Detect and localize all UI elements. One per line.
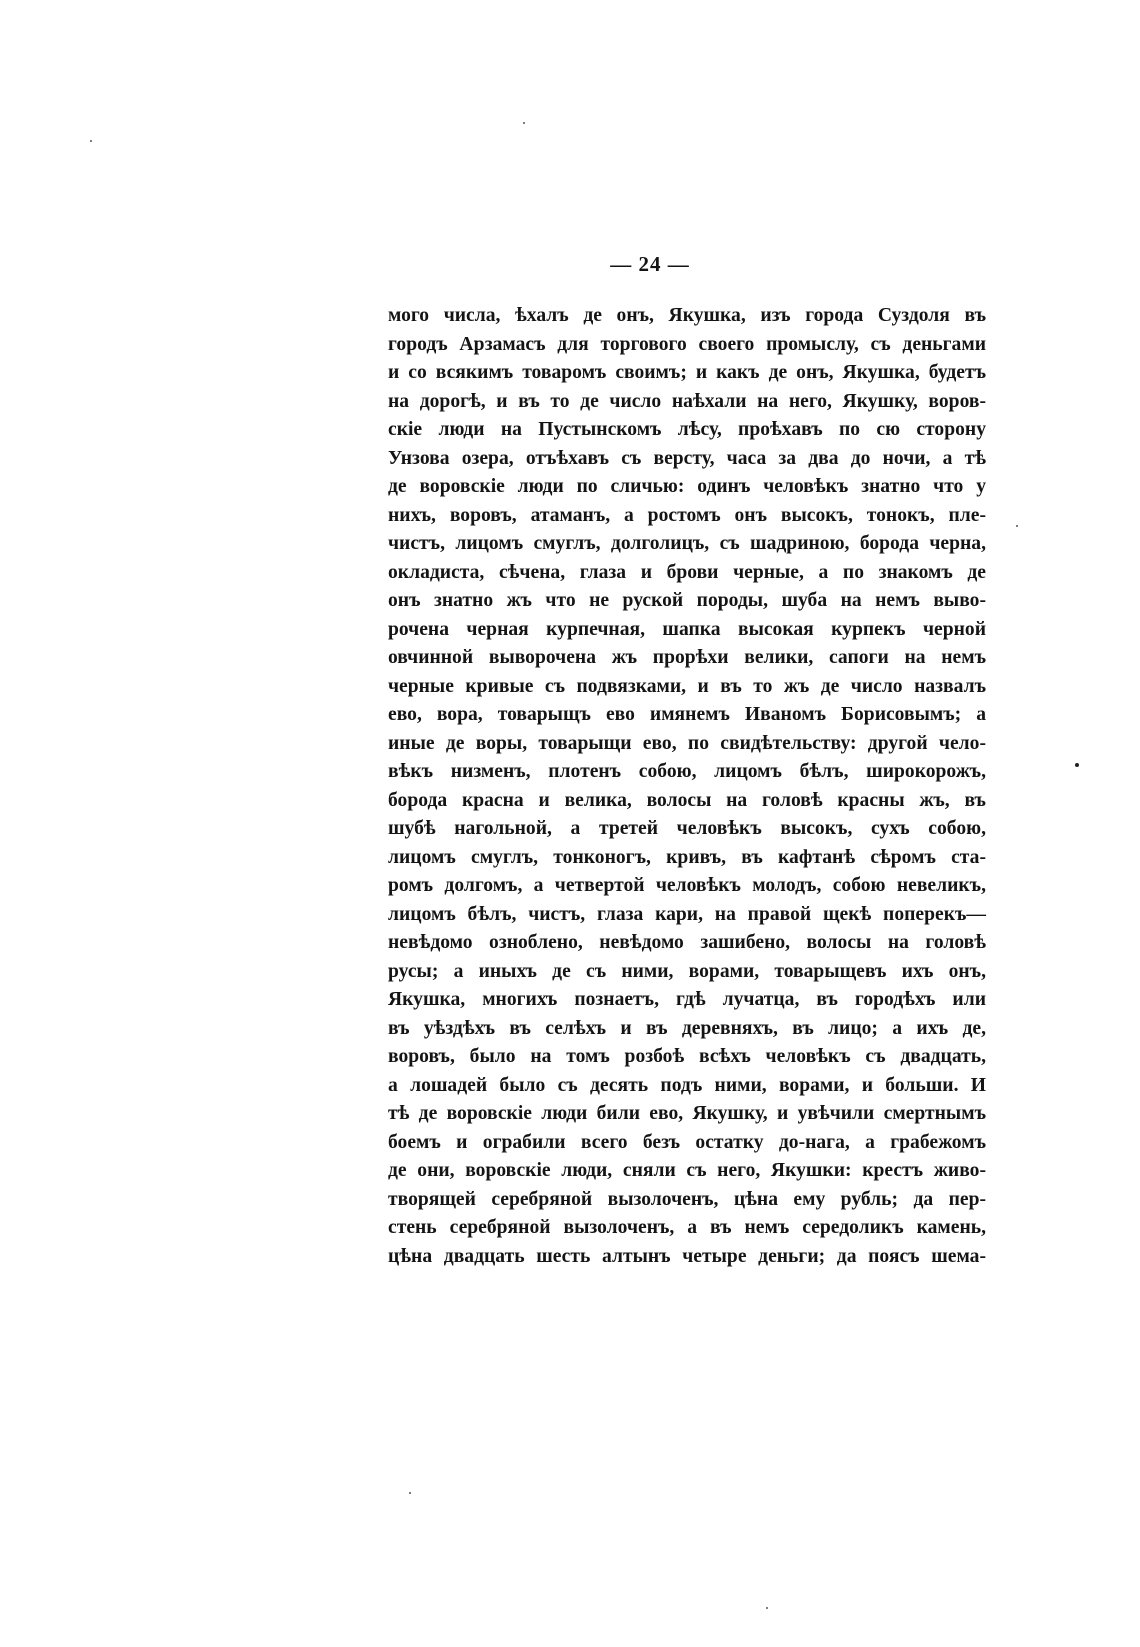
- scan-speck: [766, 1607, 768, 1609]
- text-line: окладиста, сѣчена, глаза и брови черные, а по знакомъ де: [388, 561, 986, 583]
- text-line: Унзова озера, отъѣхавъ съ версту, часа за два до ночи, а тѣ: [388, 447, 986, 469]
- text-line: стень серебряной вызолоченъ, а въ немъ середоликъ камень,: [388, 1217, 986, 1238]
- text-line: лицомъ смуглъ, тонконогъ, кривъ, въ кафтанѣ сѣромъ ста-: [388, 846, 986, 868]
- text-line: рочена черная курпечная, шапка высокая курпекъ черной: [388, 618, 986, 640]
- text-line: онъ знатно жъ что не руской породы, шуба на немъ выво-: [388, 590, 986, 611]
- text-line: а лошадей было съ десять подъ ними, ворами, и больши. И: [388, 1074, 986, 1096]
- text-line: и со всякимъ товаромъ своимъ; и какъ де онъ, Якушка, будетъ: [388, 362, 986, 383]
- page-number: — 24 —: [610, 252, 690, 276]
- text-line: де воровскіе люди по сличью: одинъ человѣкъ знатно что у: [388, 476, 986, 497]
- text-line: невѣдомо озноблено, невѣдомо зашибено, волосы на головѣ: [388, 932, 986, 953]
- text-line: ромъ долгомъ, а четвертой человѣкъ молодъ, собою невеликъ,: [388, 875, 986, 896]
- text-line: овчинной выворочена жъ прорѣхи велики, сапоги на немъ: [388, 647, 986, 668]
- text-line: мого числа, ѣхалъ де онъ, Якушка, изъ города Суздоля въ: [388, 305, 986, 326]
- text-line: лицомъ бѣлъ, чистъ, глаза кари, на правой щекѣ поперекъ—: [388, 903, 986, 925]
- text-line: борода красна и велика, волосы на головѣ красны жъ, въ: [388, 789, 986, 811]
- text-line: де они, воровскіе люди, сняли съ него, Якушки: крестъ живо-: [388, 1160, 986, 1181]
- text-line: городъ Арзамасъ для торгового своего промыслу, съ деньгами: [388, 333, 986, 355]
- scan-speck: [1075, 763, 1079, 767]
- body-text: [388, 302, 986, 1271]
- text-line: на дорогѣ, и въ то де число наѣхали на него, Якушку, воров-: [388, 390, 986, 412]
- text-line: черные кривые съ подвязками, и въ то жъ де число назвалъ: [388, 675, 986, 697]
- scan-speck: [409, 1492, 411, 1494]
- text-line: нихъ, воровъ, атаманъ, а ростомъ онъ высокъ, тонокъ, пле-: [388, 504, 986, 526]
- text-line: русы; а иныхъ де съ ними, ворами, товарыщевъ ихъ онъ,: [388, 960, 986, 982]
- scan-speck: [90, 140, 92, 142]
- text-line: цѣна двадцать шесть алтынъ четыре деньги; да поясъ шема-: [388, 1245, 986, 1267]
- text-line: боемъ и ограбили всего безъ остатку до-нага, а грабежомъ: [388, 1131, 986, 1153]
- text-line: Якушка, многихъ познаетъ, гдѣ лучатца, въ городѣхъ или: [388, 989, 986, 1010]
- scan-speck: [523, 122, 525, 124]
- text-line: скіе люди на Пустынскомъ лѣсу, проѣхавъ по сю сторону: [388, 419, 986, 440]
- text-line: шубѣ нагольной, а третей человѣкъ высокъ, сухъ собою,: [388, 818, 986, 839]
- text-line: въ уѣздѣхъ въ селѣхъ и въ деревняхъ, въ лицо; а ихъ де,: [388, 1017, 986, 1039]
- text-line: воровъ, было на томъ розбоѣ всѣхъ человѣкъ съ двадцать,: [388, 1046, 986, 1067]
- text-line: чистъ, лицомъ смуглъ, долголицъ, съ шадриною, борода черна,: [388, 533, 986, 554]
- text-line: творящей серебряной вызолоченъ, цѣна ему рубль; да пер-: [388, 1188, 986, 1210]
- text-line: иные де воры, товарыщи ево, по свидѣтельству: другой чело-: [388, 732, 986, 754]
- text-line: ево, вора, товарыщъ ево имянемъ Иваномъ Борисовымъ; а: [388, 704, 986, 725]
- scan-speck: [1016, 525, 1018, 527]
- text-line: тѣ де воровскіе люди били ево, Якушку, и увѣчили смертнымъ: [388, 1103, 986, 1124]
- text-line: вѣкъ низменъ, плотенъ собою, лицомъ бѣлъ, широкорожъ,: [388, 761, 986, 782]
